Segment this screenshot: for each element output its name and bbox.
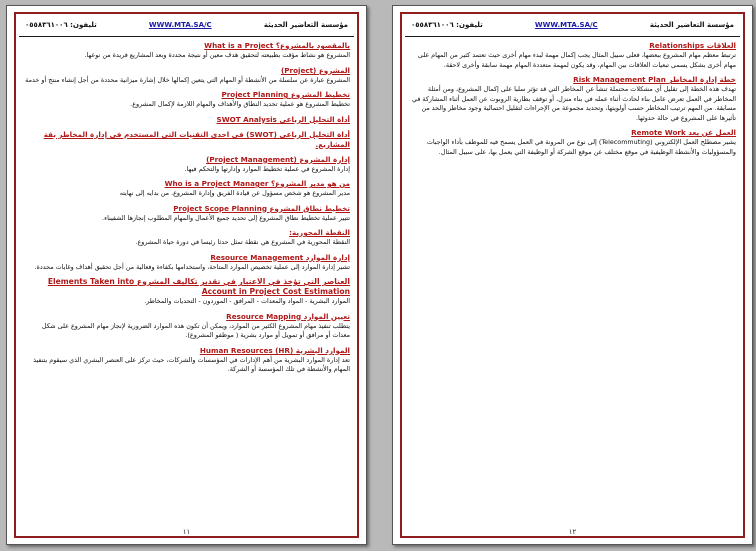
right-page-content (402, 37, 743, 157)
section-title-english: Resource Mapping (226, 311, 302, 321)
section-text: المشروع عبارة عن سلسلة من الأنشطة أو المهام التي يتعين إكمالها خلال إشارة ميزانية محددة من أجل إنشاء منتج أو خدمة (25, 75, 350, 84)
section-text: مدير المشروع هو شخص مسؤول عن قيادة الفريق وإدارة المشروع. من بدايه إلى نهايته (119, 189, 350, 197)
glossary-section (23, 312, 350, 341)
header-org-name: مؤسسة التعاضير الحديثة (263, 21, 348, 29)
section-title-english: Elements Taken into Account in Project Cost Estimation (47, 277, 350, 296)
section-text: ترتبط معظم مهام المشروع ببعضها، فعلى سبيل المثال يجب إكمال مهمة لبدء مهام أخرى حيث تعتمد كثير من المهام على مهام أخرى بشكل يسمى تبعيات العلاقات بين المهام، وقد يكون لمهمة متعددة المهام مهمة سابقة وأخرى لاحقة. (417, 51, 736, 69)
page-header (405, 14, 740, 37)
section-title-english: Project Scope Planning (173, 203, 267, 213)
section-title (23, 277, 350, 297)
glossary-section (23, 253, 350, 273)
header-phone: تليفون: ٠٥٥٨٣٦١٠٠٦ (411, 21, 483, 29)
section-title-arabic: إدارة الموارد (305, 252, 350, 262)
left-page (6, 5, 367, 545)
section-text: يتطلب تنفيذ مهام المشروع الكثير من الموارد، ويمكن أن تكون هذه الموارد الضرورية لإنجاز مهام المشروع على شكل معدات أو مرافق أو تمويل أو موارد بشرية ( موظفو المشروع). (41, 321, 350, 339)
glossary-section (409, 128, 736, 157)
section-title (409, 75, 736, 85)
glossary-section (409, 41, 736, 70)
glossary-section (23, 346, 350, 375)
section-title-arabic: العناصر التي تؤخذ في الاعتبار في تقدير تكاليف المشروع (136, 277, 350, 286)
section-title (409, 128, 736, 138)
section-title (23, 66, 350, 76)
header-url-link[interactable]: WWW.MTA.SA/C (534, 21, 598, 29)
section-title-arabic: أداة التحليل الرباعي (SWOT) في احدى التقنيات التي المستخدم في إدارة المخاطر بقة المشاريع. (43, 129, 350, 149)
section-text: تهدف هذه الخطة إلى تقليل أي مشكلات محتملة تنشأ عن المخاطر التي قد تؤثر سلبا على إكمال المشروع، ومن أمثلة المخاطر في العمل تعرض عامل بناء لحادث أثناء عمله في بناء منزل، أو توقف بطارية الروبوت عن العمل أثناء المشاركة في مسابقة. من المهم ترتيب المخاطر حسب أولويتها، وتحديد مجموعة من الإجراءات لتقليل احتمالية وجود مخاطر والحد من تأثيرها على المشروع في حالة حدوثها. (412, 85, 736, 122)
section-title-arabic: العمل عن بعد (688, 128, 736, 137)
page-header (19, 14, 354, 37)
header-url-link[interactable]: WWW.MTA.SA/C (148, 21, 212, 29)
section-title-english: Human Resources (HR) (199, 345, 294, 355)
header-org-name: مؤسسة التعاضير الحديثة (649, 21, 734, 29)
section-text: إدارة المشروع في عملية تخطيط الموارد وإدارتها والتحكم فيها. (184, 164, 350, 173)
section-text: تعد إدارة الموارد البشرية من أهم الإدارات في المؤسسات والشركات، حيث تركز على العنصر البشري الذي سيقوم بتنفيذ المهام والأنشطة في تلك المؤسسة أو الشركة. (33, 355, 350, 373)
section-text: تخطيط المشروع هو عملية تحديد النطاق والأهداف والمهام اللازمة لإكمال المشروع. (130, 100, 350, 108)
section-title (23, 204, 350, 214)
section-title (23, 115, 350, 125)
section-title-english: Remote Work (631, 128, 686, 137)
section-title-english: (Project) (280, 65, 317, 75)
section-text: تشير إدارة الموارد إلى عملية تخصيص الموارد المتاحة، واستخدامها بكفاءة وفعالية من أجل تحقيق أهداف وغايات محددة. (34, 262, 350, 271)
section-title-arabic: المشروع (318, 65, 350, 75)
glossary-section (23, 155, 350, 175)
section-title-arabic: خطة إدارة المخاطر (668, 75, 736, 84)
section-title (409, 41, 736, 51)
section-title-arabic: من هو مدير المشروع؟ (271, 179, 350, 188)
glossary-section (23, 179, 350, 199)
section-title-english: Relationships (649, 41, 705, 50)
glossary-section (409, 75, 736, 123)
section-title-arabic: الموارد البشرية (295, 345, 350, 355)
page-number: ١١ (182, 528, 191, 536)
section-title (23, 312, 350, 322)
section-title-arabic: بالمقصود بالمشروع؟ (275, 41, 350, 50)
section-title-english: What is a Project (204, 41, 274, 50)
glossary-section (23, 277, 350, 307)
glossary-section (23, 228, 350, 248)
section-title-english: (Project Management) (206, 154, 297, 164)
section-title-arabic: أداة التحليل الرباعي (279, 114, 350, 124)
section-text: يشير مصطلح العمل الإلكتروني (Telecommuting) إلى نوع من المرونة في العمل يسمح فيه للموظف بأداء الواجبات والمسؤوليات والأنشطة الوظيفية في موقع مختلف عن موقع الشركة أو الوظيفة التي يعمل بها، على سبيل المثال. (426, 138, 736, 156)
section-title-english: Project Planning (221, 90, 289, 99)
glossary-section (23, 204, 350, 224)
glossary-section (23, 130, 350, 150)
section-title-arabic: العلاقات (706, 41, 736, 50)
section-text: الموارد البشرية - المواد والمعدات - المرافق - الموردون - التحديات والمخاطر. (144, 297, 350, 305)
glossary-section (23, 41, 350, 61)
right-page (392, 5, 753, 545)
section-title (23, 130, 350, 150)
section-title-english: SWOT Analysis (216, 114, 277, 124)
section-title-arabic: إدارة المشروع (299, 154, 350, 164)
section-title-english: Resource Management (210, 252, 304, 262)
section-title (23, 90, 350, 100)
header-phone: تليفون: ٠٥٥٨٣٦١٠٠٦ (25, 21, 97, 29)
glossary-section (23, 66, 350, 86)
section-title (23, 155, 350, 165)
section-text: النقطة المحورية في المشروع هي نقطة تمثل حدثا رئيسا في دورة حياة المشروع. (135, 238, 350, 246)
page-number: ١٢ (568, 528, 577, 536)
section-title (23, 41, 350, 51)
page-frame (14, 12, 359, 538)
left-page-content (16, 37, 357, 375)
section-title-arabic: تخطيط المشروع (290, 90, 350, 99)
section-title-arabic: النقطة المحورية: (289, 228, 350, 237)
section-title (23, 253, 350, 263)
glossary-section (23, 90, 350, 110)
page-frame (400, 12, 745, 538)
glossary-section (23, 115, 350, 125)
section-title (23, 346, 350, 356)
section-title-english: Risk Management Plan (573, 75, 666, 84)
section-text: تتيير عملية تخطيط نطاق المشروع إلى تحديد جميع الأعمال والمهام المطلوب إنجازها الشفيناء. (102, 213, 350, 222)
section-title-arabic: تعيين الموارد (303, 311, 350, 321)
section-title (23, 228, 350, 238)
section-title (23, 179, 350, 189)
section-title-english: Who is a Project Manager (164, 179, 269, 188)
section-title-arabic: تخطيط نطاق المشروع (269, 203, 350, 213)
section-text: المشروع هو نشاط مؤقت بطبيعته لتحقيق هدف معين أو نتيجة محددة وبعد المشاريع فريدة من نوعها. (84, 51, 350, 59)
